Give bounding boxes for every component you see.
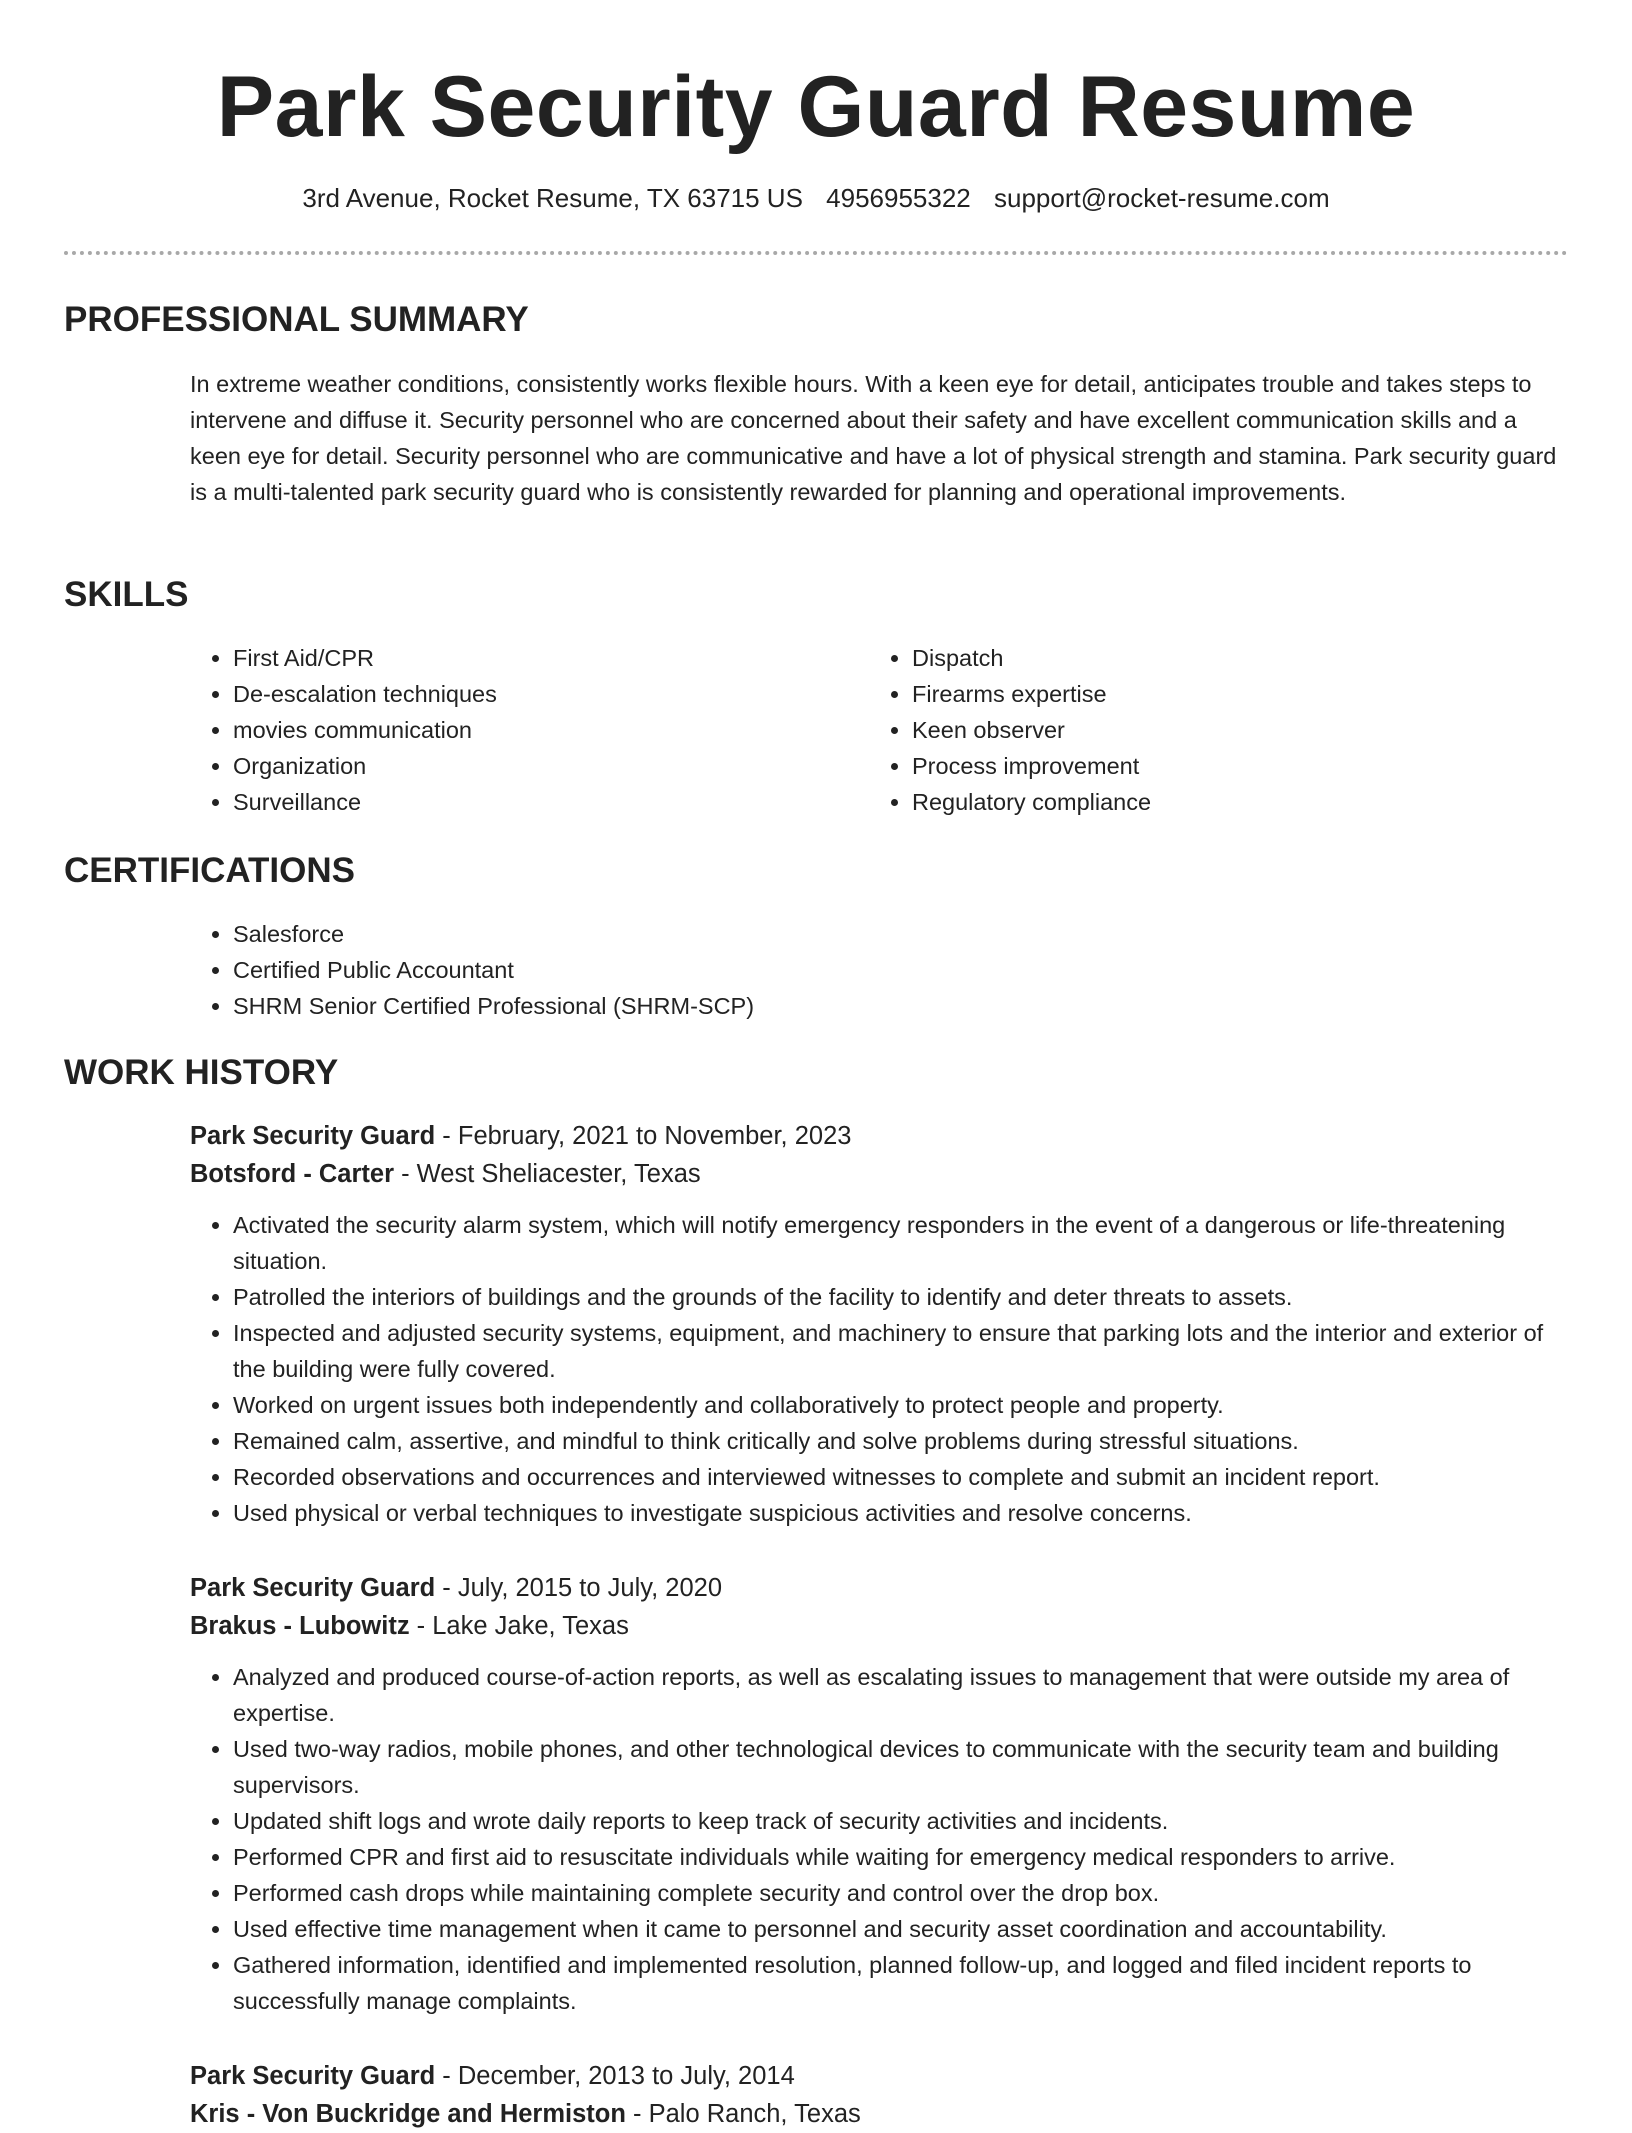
header-divider (64, 251, 1568, 255)
certification-item: • Salesforce (233, 916, 1490, 952)
skill-item: • Surveillance (233, 784, 830, 820)
certifications-heading: CERTIFICATIONS (64, 851, 356, 890)
skills-heading: SKILLS (64, 575, 189, 614)
job-company: Botsford - Carter (190, 1160, 395, 1188)
job-duty: • Patrolled the interiors of buildings and the grounds of the facility to identify and deter threats to assets. (233, 1279, 1570, 1315)
job-company-line (190, 1155, 1570, 1193)
summary-text: In extreme weather conditions, consistently works flexible hours. With a keen eye for detail, anticipates trouble and takes steps to intervene and diffuse it. Security personnel who are concerned about their safety and have excellent communication skills and a keen eye for detail. Security personnel who are communicative and have a lot of physical strength and stamina. Park security guard is a multi-talented park security guard who is consistently rewarded for planning and operational improvements. (190, 371, 1557, 505)
job-entry (190, 1117, 1570, 1531)
skill-item: • Keen observer (912, 712, 1509, 748)
skill-item: • Firearms expertise (912, 676, 1509, 712)
contact-phone: 4956955322 (826, 183, 971, 213)
job-dates: - December, 2013 to July, 2014 (435, 2062, 795, 2090)
contact-address: 3rd Avenue, Rocket Resume, TX 63715 US (302, 183, 803, 213)
job-company-line (190, 1607, 1570, 1645)
job-duty: • Inspected and adjusted security systems, equipment, and machinery to ensure that parking lots and the interior and exterior of the building were fully covered. (233, 1315, 1570, 1387)
skill-item: • First Aid/CPR (233, 640, 830, 676)
certifications-block (190, 916, 1490, 1024)
job-duty: • Recorded observations and occurrences and interviewed witnesses to complete and submit an incident report. (233, 1459, 1570, 1495)
certification-item: • SHRM Senior Certified Professional (SHRM-SCP) (233, 988, 1490, 1024)
summary-heading: PROFESSIONAL SUMMARY (64, 300, 529, 339)
skill-item: • Dispatch (912, 640, 1509, 676)
job-duty: • Analyzed and produced course-of-action reports, as well as escalating issues to management that were outside my area of expertise. (233, 1659, 1570, 1731)
job-duty: • Worked on urgent issues both independently and collaboratively to protect people and property. (233, 1387, 1570, 1423)
contact-line (0, 180, 1632, 216)
job-dates: - February, 2021 to November, 2023 (435, 1122, 852, 1150)
skill-item: • Regulatory compliance (912, 784, 1509, 820)
certification-item: • Certified Public Accountant (233, 952, 1490, 988)
skill-item: • Organization (233, 748, 830, 784)
job-company: Kris - Von Buckridge and Hermiston (190, 2100, 626, 2128)
job-entry (190, 2057, 1570, 2133)
skills-column-left (190, 640, 830, 820)
job-location: - Palo Ranch, Texas (625, 2100, 861, 2128)
certifications-list (190, 916, 1490, 1024)
skills-list-left (190, 640, 830, 820)
skills-column-right (869, 640, 1509, 820)
job-duty: • Performed CPR and first aid to resuscitate individuals while waiting for emergency medical responders to arrive. (233, 1839, 1570, 1875)
job-duties-list (190, 1659, 1570, 2019)
job-duty: • Performed cash drops while maintaining complete security and control over the drop box. (233, 1875, 1570, 1911)
job-duty: • Activated the security alarm system, which will notify emergency responders in the event of a dangerous or life-threatening situation. (233, 1207, 1570, 1279)
job-duty: • Gathered information, identified and implemented resolution, planned follow-up, and logged and filed incident reports to successfully manage complaints. (233, 1947, 1570, 2019)
skills-list-right (869, 640, 1509, 820)
job-title-line (190, 1117, 1570, 1155)
job-duties-list (190, 1207, 1570, 1531)
job-duty: • Remained calm, assertive, and mindful to think critically and solve problems during stressful situations. (233, 1423, 1570, 1459)
skill-item: • De-escalation techniques (233, 676, 830, 712)
skill-item: • Process improvement (912, 748, 1509, 784)
job-title-line (190, 1569, 1570, 1607)
job-entry (190, 1569, 1570, 2019)
job-dates: - July, 2015 to July, 2020 (435, 1574, 723, 1602)
contact-email[interactable]: support@rocket-resume.com (994, 183, 1330, 213)
job-title-line (190, 2057, 1570, 2095)
job-company: Brakus - Lubowitz (190, 1612, 410, 1640)
job-title: Park Security Guard (190, 1122, 436, 1150)
job-duty: • Used physical or verbal techniques to investigate suspicious activities and resolve concerns. (233, 1495, 1570, 1531)
skill-item: • movies communication (233, 712, 830, 748)
work-history-heading: WORK HISTORY (64, 1053, 339, 1092)
job-location: - Lake Jake, Texas (409, 1612, 629, 1640)
job-title: Park Security Guard (190, 2062, 436, 2090)
job-duty: • Used effective time management when it came to personnel and security asset coordination and accountability. (233, 1911, 1570, 1947)
job-company-line (190, 2095, 1570, 2133)
job-title: Park Security Guard (190, 1574, 436, 1602)
job-location: - West Sheliacester, Texas (394, 1160, 701, 1188)
job-duty: • Updated shift logs and wrote daily reports to keep track of security activities and incidents. (233, 1803, 1570, 1839)
resume-title: Park Security Guard Resume (216, 59, 1416, 155)
job-duty: • Used two-way radios, mobile phones, and other technological devices to communicate with the security team and building supervisors. (233, 1731, 1570, 1803)
